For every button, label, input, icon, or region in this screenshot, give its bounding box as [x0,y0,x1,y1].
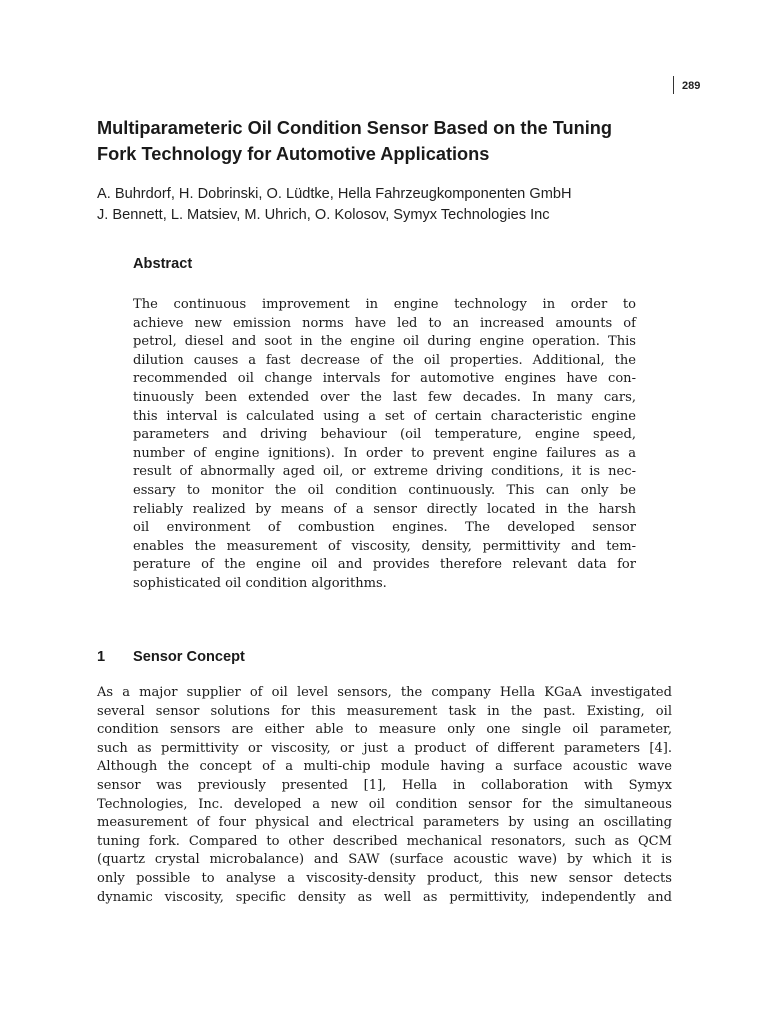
text-line: tuning fork. Compared to other described mechanical resonators, such as QCM [97,833,672,849]
text-line: petrol, diesel and soot in the engine oil during engine operation. This [133,334,636,350]
abstract-paragraph [133,296,636,594]
text-line: dilution causes a fast decrease of the oil properties. Additional, the [133,352,636,368]
text-line: perature of the engine oil and provides therefore relevant data for [133,557,636,573]
text-line: Although the concept of a multi-chip module having a surface acoustic wave [97,759,672,775]
text-line: (quartz crystal microbalance) and SAW (surface acoustic wave) by which it is [97,852,672,868]
text-line: result of abnormally aged oil, or extreme driving conditions, it is nec- [133,464,636,480]
title-line: Multiparameteric Oil Condition Sensor Based on the Tuning [97,118,613,138]
author-line: J. Bennett, L. Matsiev, M. Uhrich, O. Kolosov, Symyx Technologies Inc [97,207,550,223]
text-line: recommended oil change intervals for automotive engines have con- [133,371,636,387]
title-line: Fork Technology for Automotive Applications [97,144,490,164]
text-line: condition sensors are either able to measure only one single oil parameter, [97,722,672,738]
author-line: A. Buhrdorf, H. Dobrinski, O. Lüdtke, Hella Fahrzeugkomponenten GmbH [97,186,572,202]
text-line: sophisticated oil condition algorithms. [133,575,387,591]
page-number: 289 [673,76,700,94]
text-line: only possible to analyse a viscosity-density product, this new sensor detects [97,870,672,886]
section-number: 1 [97,649,106,665]
section-heading [97,647,245,667]
text-line: achieve new emission norms have led to an increased amounts of [133,315,636,331]
text-line: number of engine ignitions). In order to prevent engine failures as a [133,445,636,461]
text-line: sensor was previously presented [1], Hella in collaboration with Symyx [97,777,672,793]
section-paragraph [97,684,672,907]
paper-title [97,115,697,167]
text-line: dynamic viscosity, specific density as well as permittivity, independently and [97,889,672,905]
text-line: essary to monitor the oil condition continuously. This can only be [133,482,636,498]
text-line: enables the measurement of viscosity, density, permittivity and tem- [133,538,636,554]
text-line: The continuous improvement in engine technology in order to [133,297,636,312]
text-line: parameters and driving behaviour (oil temperature, engine speed, [133,427,636,443]
text-line: oil environment of combustion engines. The developed sensor [133,520,636,536]
text-line: measurement of four physical and electrical parameters by using an oscillating [97,815,672,831]
section-title: Sensor Concept [133,649,245,665]
text-line: this interval is calculated using a set of certain characteristic engine [133,408,636,424]
author-list [97,184,697,226]
text-line: several sensor solutions for this measurement task in the past. Existing, oil [97,703,672,719]
text-line: reliably realized by means of a sensor directly located in the harsh [133,501,636,517]
abstract-heading: Abstract [133,256,193,272]
text-line: such as permittivity or viscosity, or just a product of different parameters [4]. [97,740,672,756]
text-line: Technologies, Inc. developed a new oil condition sensor for the simultaneous [97,796,672,812]
text-line: tinuously been extended over the last few decades. In many cars, [133,389,636,405]
text-line: As a major supplier of oil level sensors, the company Hella KGaA investigated [97,685,672,700]
